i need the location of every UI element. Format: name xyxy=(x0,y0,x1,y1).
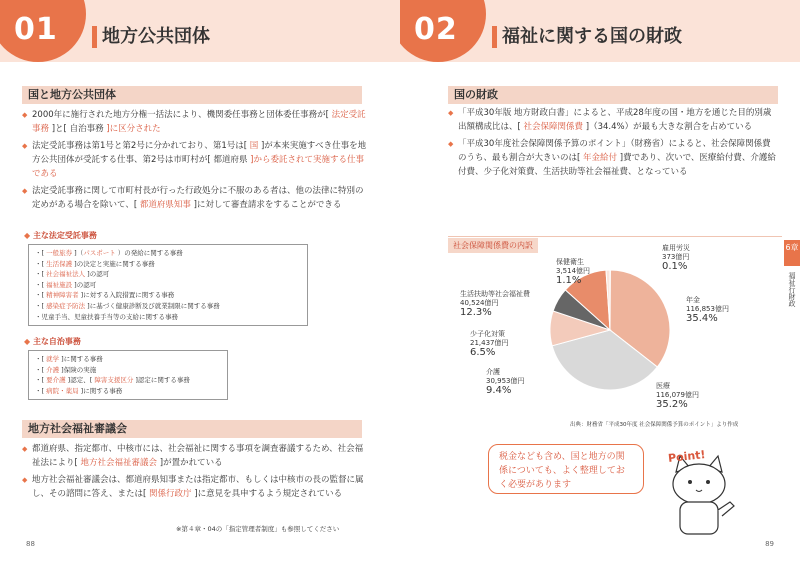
chart-source: 出典：財務省「平成30年度 社会保障関係予算のポイント」より作成 xyxy=(570,422,739,428)
paragraph: ◆ 地方社会福祉審議会は、都道府県知事または指定都市、もしくは中核市の長の監督に属し、その諮問に答え、または[ 関係行政庁 ]に意見を具申するよう規定されている xyxy=(22,473,370,501)
section-heading: 国と地方公共団体 xyxy=(22,86,362,104)
chapter-tab: 6章 xyxy=(784,240,800,266)
duties-box xyxy=(28,244,308,326)
paragraph: ◆ 2000年に施行された地方分権一括法により、機関委任事務と団体委任事務が[ 法定受託事務 ]と[ 自治事務 ]に区分された xyxy=(22,108,370,136)
subsection-tag: ◆ 主な法定受託事務 xyxy=(24,230,97,241)
list-item: ・[ 生活保護 ]の決定と実施に関する事務 xyxy=(35,259,155,268)
page-title: 福祉に関する国の財政 xyxy=(492,26,682,48)
pie-label-kaigo: 介護 30,953億円 9.4% xyxy=(486,368,525,396)
list-item: ・[ 一般旅券 ]（パスポート ）の発給に関する事務 xyxy=(35,249,183,257)
section-heading: 国の財政 xyxy=(448,86,778,104)
list-item: ・[ 福祉施設 ]の認可 xyxy=(35,280,97,289)
section-number-badge xyxy=(0,0,96,62)
paragraph: ◆ 「平成30年版 地方財政白書」によると、平成28年度の国・地方を通じた目的別歳出額構成比は、[ 社会保障関係費 ]（34.4%）が最も大きな割合を占めている xyxy=(448,106,778,134)
list-item: ・[ 精神障害者 ]に対する入院措置に関する事務 xyxy=(35,291,175,300)
section-number: 01 xyxy=(14,12,58,47)
section-body xyxy=(22,108,370,215)
pie-label-koyo: 雇用労災 373億円 0.1% xyxy=(662,244,690,272)
list-item: ・[ 病院・薬局 ]に関する事務 xyxy=(35,386,123,395)
subsection-tag: ◆ 主な自治事務 xyxy=(24,336,81,347)
duties-box xyxy=(28,350,228,400)
list-item: ・[ 感染症予防法 ]に基づく健康診断及び就業制限に関する事務 xyxy=(35,301,220,310)
paragraph: ◆ 法定受託事務は第1号と第2号に分かれており、第1号は[ 国 ]が本来実施すべき仕事を地方公共団体が受託する仕事、第2号は市町村が[ 都道府県 ]から委託されて実施する仕事である xyxy=(22,139,370,181)
pie-label-shoshika: 少子化対策 21,437億円 6.5% xyxy=(470,330,509,358)
pie-label-seikatsu: 生活扶助等社会福祉費 40,524億円 12.3% xyxy=(460,290,530,318)
page-number: 89 xyxy=(765,540,774,548)
point-bubble: 税金なども含め、国と地方の関係についても、よく整理しておく必要があります xyxy=(488,444,644,494)
list-item: ・児童手当、児童扶養手当等の支給に関する事務 xyxy=(35,312,178,321)
list-item: ・[ 社会福祉法人 ]の認可 xyxy=(35,270,110,279)
pie-label-iryo: 医療 116,079億円 35.2% xyxy=(656,382,699,410)
footnote: ※第４章・04の「指定管理者制度」も参照してください xyxy=(176,525,340,533)
page-title: 地方公共団体 xyxy=(92,26,210,48)
section-body xyxy=(22,442,370,504)
pie-label-nenkin: 年金 116,853億円 35.4% xyxy=(686,296,729,324)
paragraph: ◆ 「平成30年度社会保障関係予算のポイント」（財務省）によると、社会保障関係費のうち、最も割合が大きいのは[ 年金給付 ]費であり、次いで、医療給付費、介護給付費、少子化対策費、生活扶助等社会福祉費、となっている xyxy=(448,137,778,179)
chart-title: 社会保障関係費の内訳 xyxy=(448,238,538,253)
point-badge: Point! xyxy=(667,448,707,465)
list-item: ・[ 就学 ]に関する事務 xyxy=(35,355,103,363)
right-page xyxy=(400,0,800,568)
paragraph: ◆ 法定受託事務に関して市町村長が行った行政処分に不服のある者は、他の法律に特別の定めがある場合を除いて、[ 都道府県知事 ]に対して審査請求をすることができる xyxy=(22,184,370,212)
paragraph: ◆ 都道府県、指定都市、中核市には、社会福祉に関する事項を調査審議するため、社会福祉法により[ 地方社会福祉審議会 ]が置かれている xyxy=(22,442,370,470)
list-item: ・[ 介護 ]保険の実施 xyxy=(35,365,97,374)
chapter-label: 福祉行財政 xyxy=(788,272,796,307)
pie-label-hoken: 保健衛生 3,514億円 1.1% xyxy=(556,258,591,286)
list-item: ・[ 要介護 ]認定、[ 障害支援区分 ]認定に関する事務 xyxy=(35,376,190,385)
page-number: 88 xyxy=(26,540,35,548)
section-heading: 地方社会福祉審議会 xyxy=(22,420,362,438)
section-number: 02 xyxy=(414,12,458,47)
